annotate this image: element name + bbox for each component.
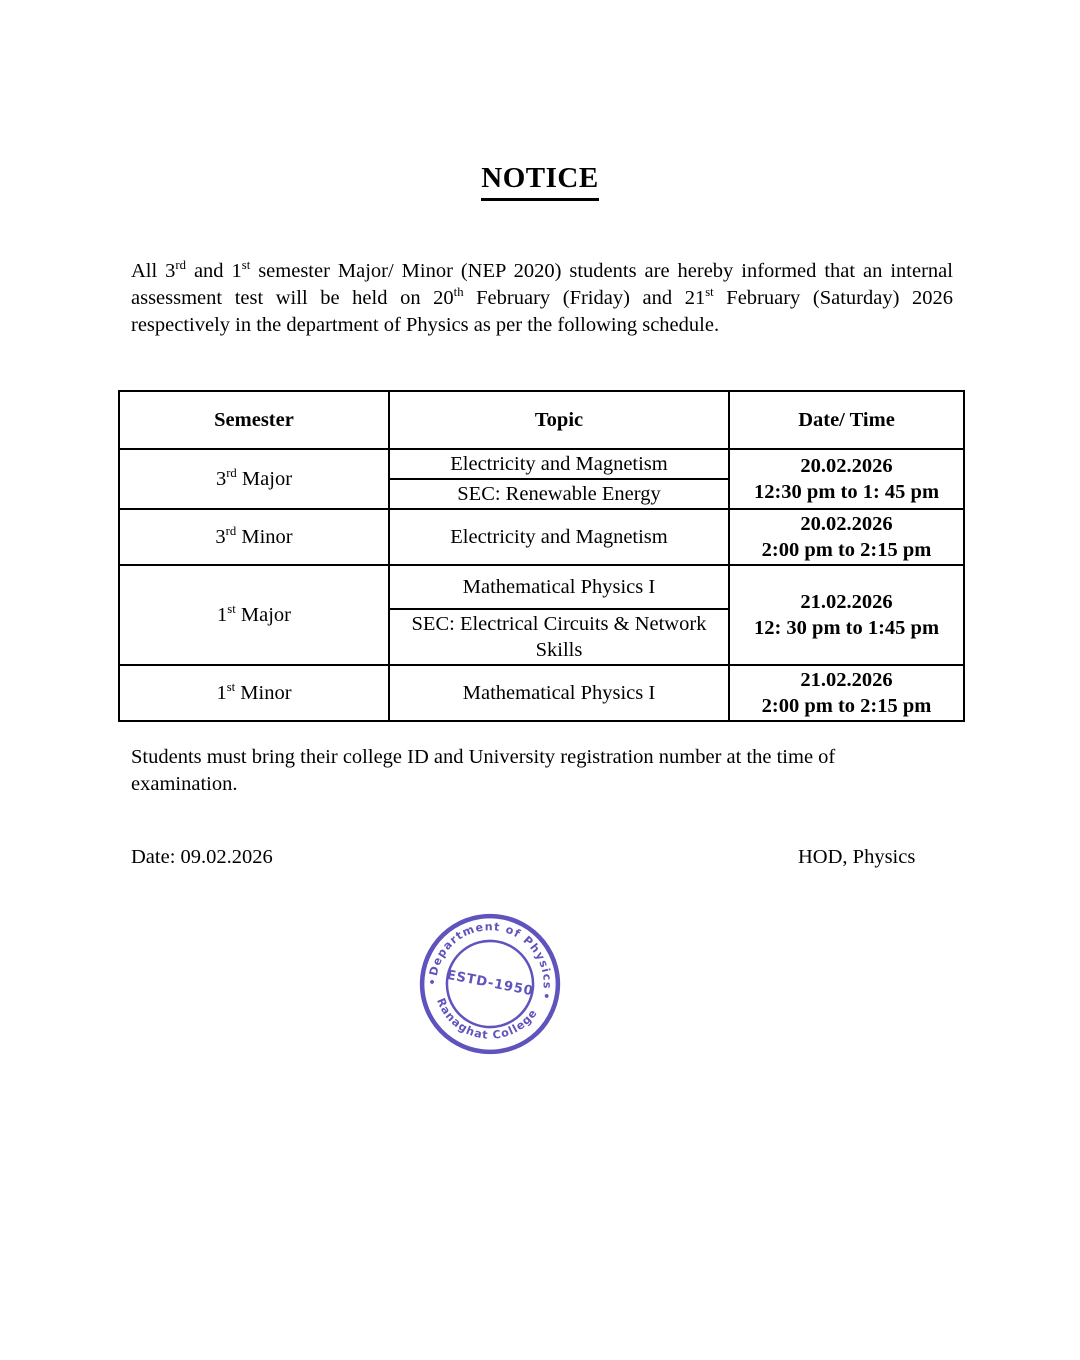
semester-cell: 3rd Minor (119, 509, 389, 565)
stamp-right-dot: • (542, 989, 551, 1004)
topic-cell: Electricity and Magnetism (389, 509, 729, 565)
datetime-cell (729, 509, 964, 565)
semester-cell: 1st Major (119, 565, 389, 665)
col-header-topic: Topic (389, 391, 729, 449)
semester-cell: 3rd Major (119, 449, 389, 509)
schedule-table (118, 390, 965, 722)
topic-cell: Mathematical Physics I (389, 565, 729, 609)
date-value: 20.02.2026 (800, 513, 893, 535)
department-stamp-icon (414, 908, 566, 1060)
table-row (119, 565, 964, 609)
stamp-top-text: Department of Physics (426, 920, 554, 990)
datetime-cell (729, 449, 964, 509)
semester-cell: 1st Minor (119, 665, 389, 721)
time-value: 2:00 pm to 2:15 pm (761, 695, 932, 717)
intro-paragraph: All 3rd and 1st semester Major/ Minor (NEP 2020) students are hereby informed that an internal assessment test will be held on 20th February (Friday) and 21st February (Saturday) 2026 respectively in the department of Physics as per the following schedule. (131, 258, 954, 336)
page-title-text: NOTICE (481, 162, 598, 201)
page-title (0, 162, 1080, 201)
date-value: 21.02.2026 (800, 591, 893, 613)
topic-cell: Mathematical Physics I (389, 665, 729, 721)
date-value: 20.02.2026 (800, 455, 893, 477)
time-value: 12:30 pm to 1: 45 pm (753, 481, 940, 503)
time-value: 12: 30 pm to 1:45 pm (753, 617, 940, 639)
issue-date: Date: 09.02.2026 (131, 846, 273, 868)
topic-cell: SEC: Renewable Energy (389, 479, 729, 509)
datetime-cell (729, 565, 964, 665)
topic-cell: Electricity and Magnetism (389, 449, 729, 479)
stamp-left-dot: • (427, 975, 437, 990)
table-row (119, 449, 964, 479)
topic-cell: SEC: Electrical Circuits & Network Skills (389, 609, 729, 665)
signature-hod: HOD, Physics (798, 846, 916, 868)
col-header-datetime: Date/ Time (729, 391, 964, 449)
stamp-bottom-text: Ranaghat College (434, 996, 541, 1042)
table-row (119, 509, 964, 565)
date-value: 21.02.2026 (800, 669, 893, 691)
col-header-semester: Semester (119, 391, 389, 449)
table-header-row (119, 391, 964, 449)
datetime-cell (729, 665, 964, 721)
table-row (119, 665, 964, 721)
time-value: 2:00 pm to 2:15 pm (761, 539, 932, 561)
stamp-center-text: ESTD-1950 (445, 967, 535, 1000)
footer-note: Students must bring their college ID and University registration number at the time of examination. (131, 746, 836, 795)
